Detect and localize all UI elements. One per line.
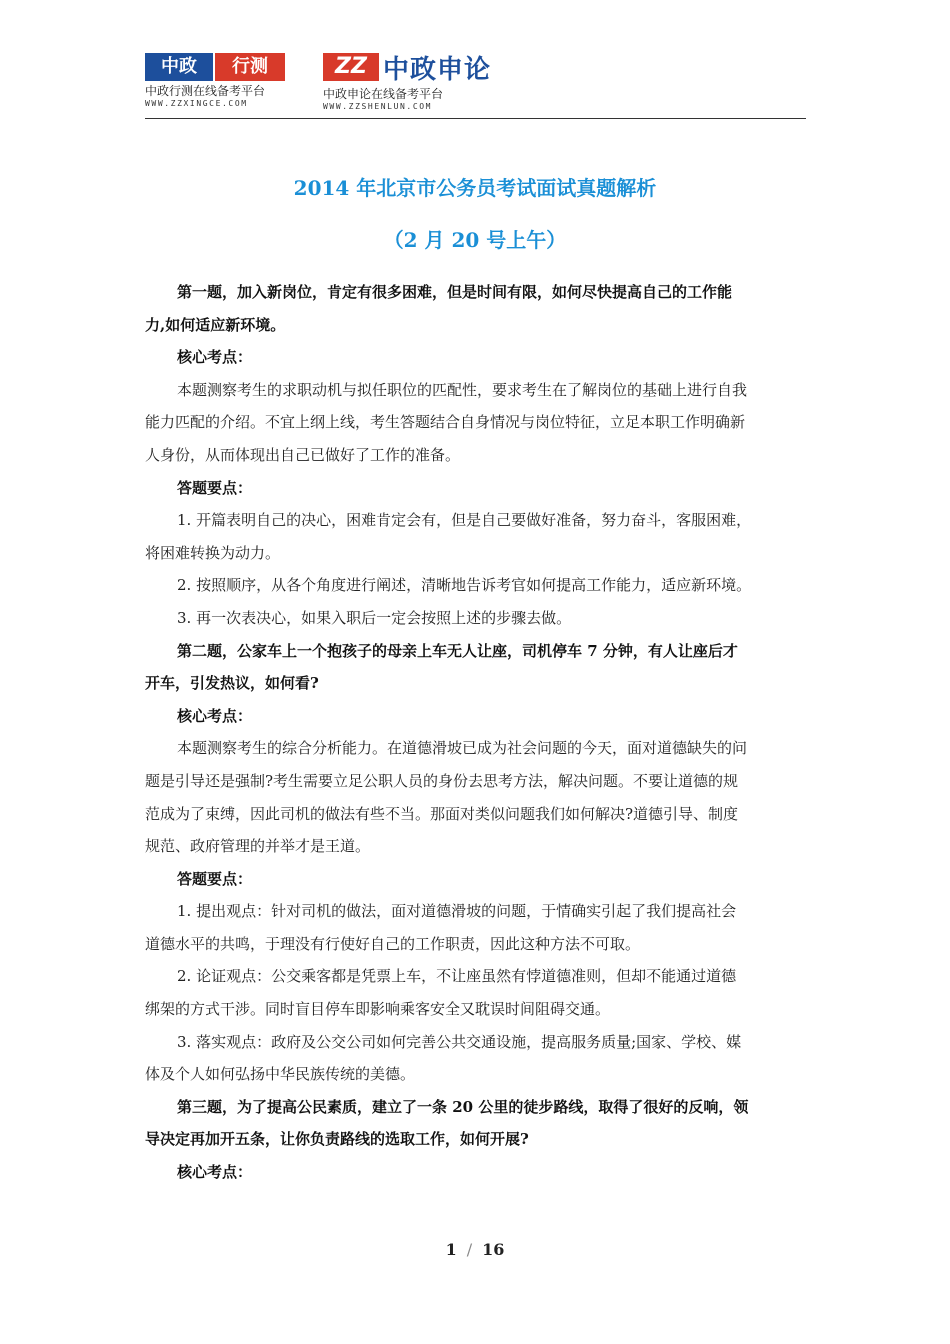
question-3-title-cont: 导决定再加开五条，让你负责路线的选取工作，如何开展? [145,1130,529,1149]
page-number [0,1240,950,1259]
question-1-title-cont: 力,如何适应新环境。 [145,315,286,334]
list-item: 3. 再一次表决心，如果入职后一定会按照上述的步骤去做。 [177,608,572,627]
logo-subtitle: 中政行测在线备考平台 [145,84,266,98]
list-item-cont: 道德水平的共鸣，于理没有行使好自己的工作职责，因此这种方法不可取。 [145,934,641,953]
document-subtitle: （2 月 20 号上午） [383,228,567,252]
list-item: 2. 论证观点：公交乘客都是凭票上车，不让座虽然有悖道德准则，但却不能通过道德 [177,967,737,986]
document-title: 2014 年北京市公务员考试面试真题解析 [293,176,657,200]
question-3-title: 第三题，为了提高公民素质，建立了一条 20 公里的徒步路线，取得了很好的反响，领 [177,1097,749,1116]
list-item: 2. 按照顺序，从各个角度进行阐述，清晰地告诉考官如何提高工作能力，适应新环境。 [177,576,752,595]
paragraph-line: 题是引导还是强制?考生需要立足公职人员的身份去思考方法，解决问题。不要让道德的规 [145,771,739,790]
page-separator: / [466,1240,473,1259]
section-heading: 核心考点： [177,706,253,725]
question-1-title: 第一题，加入新岗位，肯定有很多困难，但是时间有限，如何尽快提高自己的工作能 [177,283,733,301]
logo-name: 中政申论 [383,54,492,85]
list-item: 1. 提出观点：针对司机的做法，面对道德滑坡的问题，于情确实引起了我们提高社会 [177,902,737,921]
paragraph-line: 人身份，从而体现出自己已做好了工作的准备。 [145,445,461,464]
list-item-cont: 绑架的方式干涉。同时盲目停车即影响乘客安全又耽误时间阻碍交通。 [145,1000,611,1019]
section-heading: 答题要点： [177,869,253,888]
section-heading: 答题要点： [177,478,253,497]
list-item-cont: 将困难转换为动力。 [145,543,281,562]
paragraph-line: 本题测察考生的综合分析能力。在道德滑坡已成为社会问题的今天，面对道德缺失的问 [177,739,748,758]
section-heading: 核心考点： [177,1163,253,1182]
logo-xingce-box: 行测 [215,53,285,81]
list-item: 3. 落实观点：政府及公交公司如何完善公共交通设施，提高服务质量;国家、学校、媒 [177,1032,742,1051]
list-item: 1. 开篇表明自己的决心，困难肯定会有，但是自己要做好准备，努力奋斗，客服困难， [177,511,752,530]
question-2-title-cont: 开车，引发热议，如何看? [145,674,319,693]
logo-url: WWW.ZZSHENLUN.COM [323,102,433,111]
paragraph-line: 范成为了束缚，因此司机的做法有些不当。那面对类似问题我们如何解决?道德引导、制度 [145,804,739,823]
logo-zz-mark: ZZ [323,53,379,81]
paragraph-line: 规范、政府管理的并举才是王道。 [145,837,371,856]
list-item-cont: 体及个人如何弘扬中华民族传统的美德。 [145,1065,416,1084]
current-page: 1 [445,1240,457,1259]
section-heading: 核心考点： [177,348,253,367]
zzxingce-logo [145,53,295,108]
question-2-title: 第二题，公家车上一个抱孩子的母亲上车无人让座，司机停车 7 分钟，有人让座后才 [177,641,738,660]
zzshenlun-logo [323,50,523,111]
page-header [145,50,806,119]
logo-subtitle: 中政申论在线备考平台 [323,87,444,101]
paragraph-line: 能力匹配的介绍。不宜上纲上线，考生答题结合自身情况与岗位特征，立足本职工作明确新 [145,413,746,432]
logo-zhongzheng-box: 中政 [145,53,213,81]
paragraph-line: 本题测察考生的求职动机与拟任职位的匹配性，要求考生在了解岗位的基础上进行自我 [177,380,748,399]
logo-url: WWW.ZZXINGCE.COM [145,99,248,108]
document-body [145,276,808,1189]
total-pages: 16 [482,1240,505,1259]
